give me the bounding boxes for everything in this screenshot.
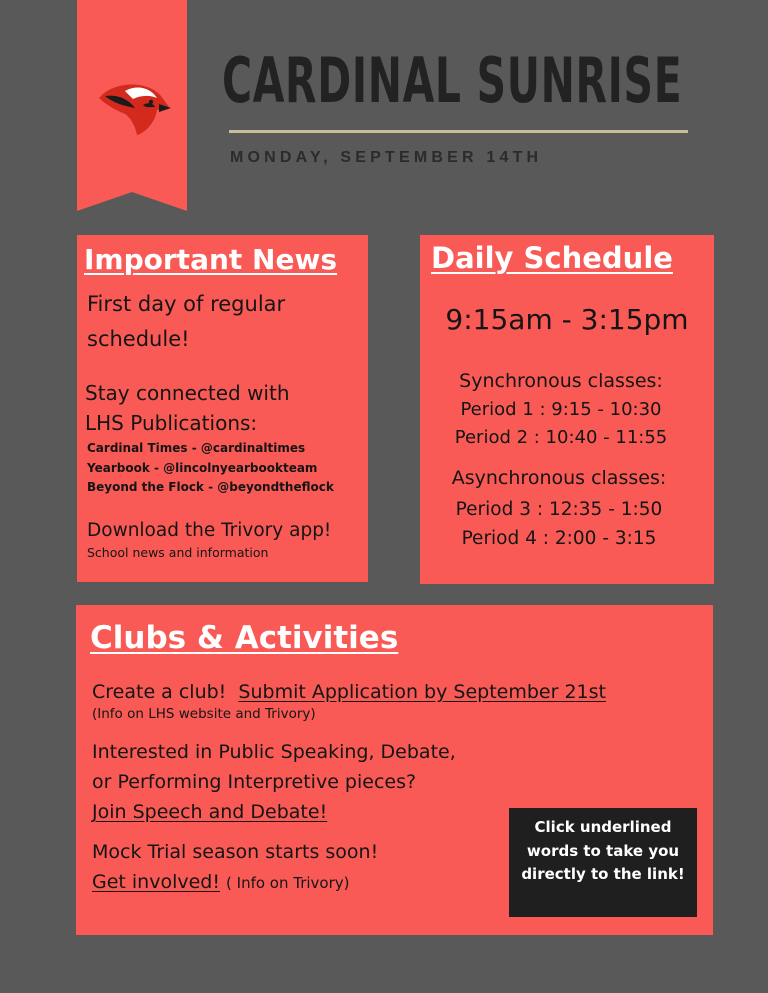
synchronous-label: Synchronous classes: <box>459 370 663 392</box>
title-divider <box>229 130 688 133</box>
create-club-text: Create a club! <box>92 681 227 703</box>
speech-line2: or Performing Interpretive pieces? <box>92 771 417 793</box>
create-club-line <box>92 681 606 703</box>
school-hours: 9:15am - 3:15pm <box>445 303 689 336</box>
get-involved-line <box>92 871 350 893</box>
first-day-line1: First day of regular <box>87 292 286 316</box>
get-involved-link[interactable]: Get involved! <box>92 871 220 893</box>
period-2: Period 2 : 10:40 - 11:55 <box>454 427 668 448</box>
submit-application-link[interactable]: Submit Application by September 21st <box>238 681 606 703</box>
daily-schedule-panel <box>420 235 714 584</box>
cardinal-logo-icon <box>95 78 173 136</box>
issue-date: MONDAY, SEPTEMBER 14TH <box>230 149 543 166</box>
speech-line1: Interested in Public Speaking, Debate, <box>92 741 456 763</box>
publication-yearbook: Yearbook - @lincolnyearbookteam <box>87 461 318 475</box>
important-news-panel <box>77 235 368 582</box>
publication-cardinal-times: Cardinal Times - @cardinaltimes <box>87 441 306 455</box>
stay-connected-line1: Stay connected with <box>85 381 290 405</box>
first-day-line2: schedule! <box>87 327 190 351</box>
download-subtitle: School news and information <box>87 545 269 560</box>
mock-trial-info: ( Info on Trivory) <box>226 874 350 892</box>
stay-connected-line2: LHS Publications: <box>85 411 258 435</box>
join-speech-debate-link[interactable]: Join Speech and Debate! <box>92 801 328 823</box>
page-title: CARDINAL SUNRISE <box>222 44 683 117</box>
period-4: Period 4 : 2:00 - 3:15 <box>461 528 657 549</box>
period-1: Period 1 : 9:15 - 10:30 <box>460 399 662 420</box>
publication-beyond-the-flock: Beyond the Flock - @beyondtheflock <box>87 480 334 494</box>
instruction-note: Click underlined words to take you directly to the link! <box>509 808 697 917</box>
important-news-heading: Important News <box>84 243 337 276</box>
period-3: Period 3 : 12:35 - 1:50 <box>455 499 663 520</box>
mock-trial-line: Mock Trial season starts soon! <box>92 841 379 863</box>
clubs-heading: Clubs & Activities <box>90 620 399 656</box>
download-trivory: Download the Trivory app! <box>87 520 332 541</box>
daily-schedule-heading: Daily Schedule <box>431 241 673 275</box>
create-club-info: (Info on LHS website and Trivory) <box>92 706 316 722</box>
asynchronous-label: Asynchronous classes: <box>451 467 667 489</box>
